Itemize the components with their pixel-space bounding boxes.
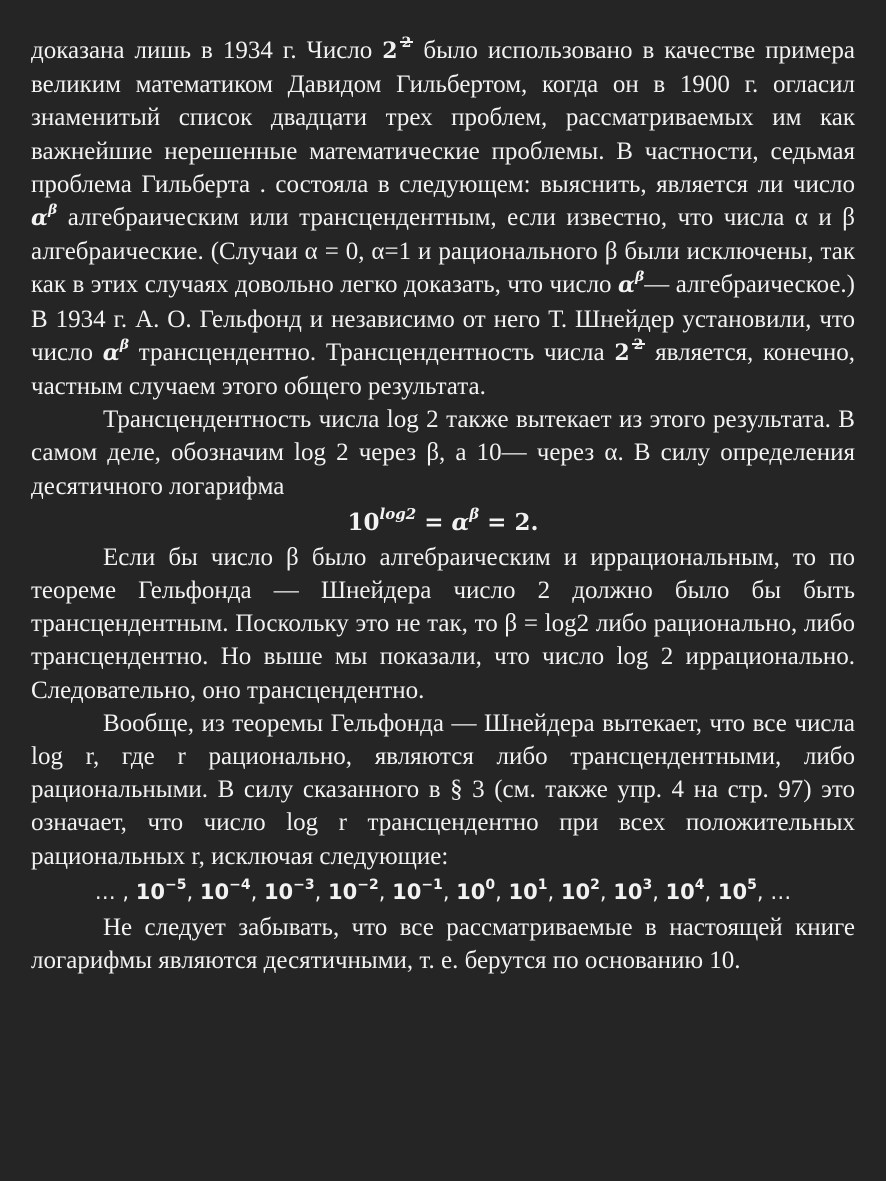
formula-alpha: α [451, 508, 470, 536]
sequence-separator: , [495, 879, 509, 904]
math-alpha-beta [618, 269, 645, 299]
power-term [263, 876, 315, 904]
power-base: 10 [665, 879, 695, 904]
math-two-power [614, 336, 645, 366]
text-run: алгебраическим или трансцендентным, если известно, что числа α и β алгебраические. (Случаи α = 0, α=1 и рационального β были исключены, так как в этих случаях довольно легко доказать, что число [31, 204, 855, 299]
text-run: — алгебраическое.) В 1934 г. А. О. Гельфонд и независимо от него Т. Шнейдер установили, что число [31, 271, 856, 366]
formula-base: 10 [347, 508, 380, 536]
math-two-power [382, 35, 413, 64]
power-exponent: 4 [694, 876, 705, 893]
power-exponent: 5 [747, 876, 757, 893]
power-exponent: 0 [485, 876, 496, 893]
math-base: α [31, 205, 48, 232]
sequence-separator: , [704, 879, 718, 904]
sequence-separator: , [599, 879, 614, 904]
power-exponent: −3 [293, 876, 315, 893]
paragraph-4: Вообще, из теоремы Гельфонда — Шнейдера вытекает, что все числа log r, где r рационально, являются либо трансцендентными, либо рациональными. В силу сказанного в § 3 (см. также упр. 4 на стр. 97) это означает, что число log r трансцендентно при всех положительных рациональных r, исключая следующие: [31, 709, 855, 870]
math-alpha-beta [102, 336, 130, 366]
power-term [392, 876, 443, 904]
power-term [508, 876, 548, 904]
math-exponent: 2 [633, 336, 644, 353]
formula-beta: β [469, 504, 480, 523]
powers-of-ten-sequence [31, 873, 855, 911]
sequence-separator: , [652, 879, 666, 904]
power-base: 10 [613, 879, 643, 904]
power-term [665, 876, 705, 904]
math-alpha-beta [31, 202, 58, 232]
sequence-ellipsis-end: , … [756, 879, 792, 904]
power-term [613, 876, 653, 904]
math-base: 2 [382, 38, 398, 64]
power-exponent: −2 [357, 876, 379, 893]
math-base: α [102, 339, 120, 366]
power-exponent: −1 [421, 876, 443, 893]
paragraph-2: Трансцендентность числа log 2 также вытекает из этого результата. В самом деле, обозначим log 2 через β, а 10— через α. В силу определения десятичного логарифма [31, 406, 855, 500]
power-base: 10 [135, 879, 166, 904]
math-exponent: β [634, 269, 645, 286]
power-exponent: 2 [590, 876, 600, 893]
sequence-separator: , [547, 879, 561, 904]
paragraph-5: Не следует забывать, что все рассматриваемые в настоящей книге логарифмы являются десятичными, т. е. берутся по основанию 10. [31, 913, 855, 975]
power-base: 10 [717, 879, 748, 904]
text-run: трансцендентно. Трансцендентность числа [129, 338, 615, 366]
power-term [328, 876, 379, 904]
paragraph-3: Если бы число β было алгебраическим и иррациональным, то по теореме Гельфонда — Шнейдера число 2 должно было бы быть трансцендентным. Поскольку это не так, то β = log2 либо рационально, либо трансцендентно. Но выше мы показали, что число log 2 иррационально. Следовательно, оно трансцендентно. [31, 543, 855, 704]
power-base: 10 [328, 879, 358, 904]
power-base: 10 [392, 879, 422, 904]
power-base: 10 [560, 879, 591, 904]
math-base: 2 [614, 339, 630, 366]
formula-result: = 2. [479, 508, 539, 536]
sequence-separator: , [378, 879, 393, 904]
power-base: 10 [456, 879, 486, 904]
power-exponent: 3 [642, 876, 653, 893]
power-exponent: 1 [537, 876, 548, 893]
paragraph-1 [31, 34, 855, 403]
formula-equals: = [416, 508, 452, 536]
power-base: 10 [508, 879, 538, 904]
power-base: 10 [199, 879, 230, 904]
power-term [135, 876, 187, 904]
power-exponent: −5 [165, 876, 187, 893]
math-base: α [618, 272, 635, 299]
math-exponent: β [119, 336, 130, 353]
power-term [560, 876, 600, 904]
text-run: является, конечно, частным случаем этого общего результата. [31, 338, 855, 401]
power-base: 10 [263, 879, 294, 904]
text-run: доказана лишь в 1934 г. Число [31, 37, 383, 64]
sequence-separator: , [186, 879, 200, 904]
power-term [456, 876, 496, 904]
text-body [31, 34, 855, 977]
power-term [717, 876, 757, 904]
sequence-separator: , [442, 879, 457, 904]
math-exponent: β [47, 202, 58, 219]
sequence-separator: , [250, 879, 264, 904]
sequence-ellipsis-start: … , [94, 879, 136, 904]
formula-exponent: log2 [379, 504, 417, 523]
power-term [199, 876, 251, 904]
math-exponent: 2 [401, 35, 412, 51]
power-exponent: −4 [229, 876, 251, 893]
sequence-separator: , [314, 879, 329, 904]
formula-log [31, 503, 855, 543]
text-run: было использовано в качестве примера великим математиком Давидом Гильбертом, когда он в 1900 г. огласил знаменитый список двадцати трех проблем, рассматриваемых им как важнейшие нерешенные математические проблемы. В частности, седьмая проблема Гильберта . состояла в следующем: выяснить, является ли число [31, 37, 855, 198]
